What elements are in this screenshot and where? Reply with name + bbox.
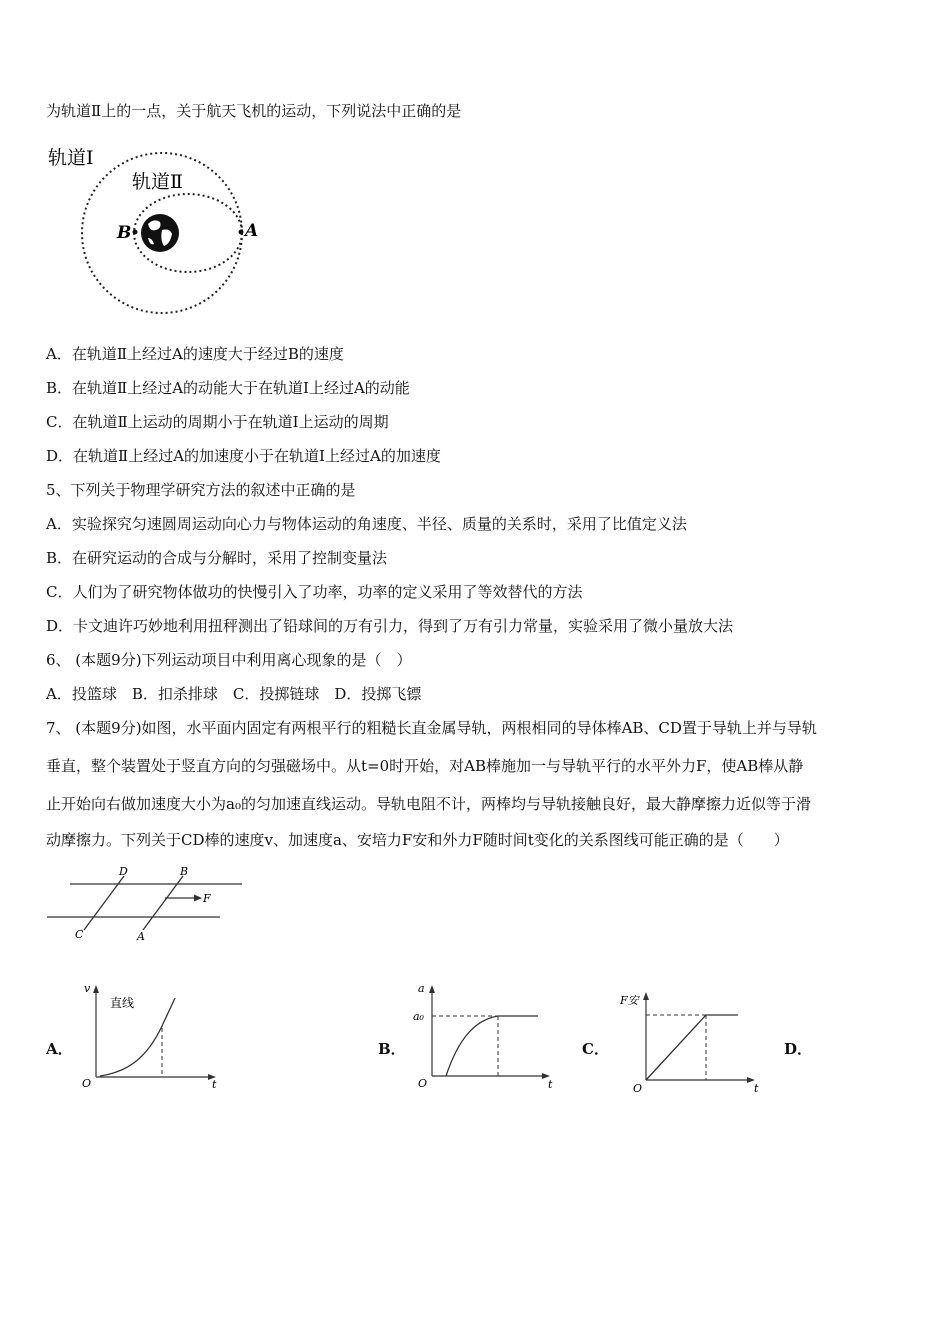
graph-c-ramp xyxy=(646,1015,706,1080)
q7-line-3: 止开始向右做加速度大小为a₀的匀加速直线运动。导轨电阻不计，两棒均与导轨接触良好，最大静摩擦力近似等于滑 xyxy=(46,795,811,813)
q5-option-b: B．在研究运动的合成与分解时，采用了控制变量法 xyxy=(46,549,388,567)
q4-option-d: D．在轨道Ⅱ上经过A的加速度小于在轨道Ⅰ上经过A的加速度 xyxy=(46,447,441,465)
point-a-label: A xyxy=(245,221,259,241)
q4-option-a: A．在轨道Ⅱ上经过A的速度大于经过B的速度 xyxy=(46,345,344,363)
graph-c-x-label: t xyxy=(754,1082,759,1095)
label-a: A xyxy=(137,930,145,943)
force-arrowhead xyxy=(194,895,202,902)
graph-b-x-label: t xyxy=(548,1078,553,1091)
graph-c-option: C． xyxy=(582,1040,609,1058)
graph-b xyxy=(410,980,560,1092)
graph-a-x-label: t xyxy=(212,1078,217,1091)
graph-b-option: B． xyxy=(378,1040,406,1058)
rail-figure xyxy=(44,862,249,944)
graph-c xyxy=(618,990,768,1098)
q5-option-c: C．人们为了研究物体做功的快慢引入了功率，功率的定义采用了等效替代的方法 xyxy=(46,583,583,601)
graph-d-option: D． xyxy=(784,1040,813,1058)
graph-b-curve xyxy=(446,1016,498,1076)
q5-option-a: A．实验探究匀速圆周运动向心力与物体运动的角速度、半径、质量的关系时，采用了比值定义法 xyxy=(46,515,687,533)
q7-line-2: 垂直，整个装置处于竖直方向的匀强磁场中。从t=0时开始，对AB棒施加一与导轨平行的水平外力F，使AB棒从静 xyxy=(46,757,804,775)
graph-b-y-label: a xyxy=(418,982,425,995)
q5-stem: 5、下列关于物理学研究方法的叙述中正确的是 xyxy=(46,481,356,499)
label-b: B xyxy=(180,865,189,878)
graph-a-y-label: v xyxy=(84,982,91,995)
graph-b-origin: O xyxy=(418,1077,428,1090)
orbit2-label: 轨道Ⅱ xyxy=(132,171,183,193)
graph-a xyxy=(76,980,226,1092)
q6-stem: 6、 (本题9分)下列运动项目中利用离心现象的是（ ） xyxy=(46,651,412,669)
point-b-marker xyxy=(133,230,138,235)
orbit1-label: 轨道Ⅰ xyxy=(48,147,94,169)
label-d: D xyxy=(119,865,128,878)
graph-a-annotation: 直线 xyxy=(110,996,135,1010)
point-a-marker xyxy=(239,230,244,235)
q7-line-1: 7、 (本题9分)如图，水平面内固定有两根平行的粗糙长直金属导轨，两根相同的导体棒AB、CD置于导轨上并与导轨 xyxy=(46,719,817,737)
graph-c-origin: O xyxy=(633,1082,643,1095)
graph-a-option: A． xyxy=(46,1040,73,1058)
q7-line-4: 动摩擦力。下列关于CD棒的速度v、加速度a、安培力F安和外力F随时间t变化的关系图线可能正确的是（ ） xyxy=(46,831,789,849)
intro-text: 为轨道Ⅱ上的一点，关于航天飞机的运动，下列说法中正确的是 xyxy=(46,102,462,120)
graph-b-level-label: a₀ xyxy=(413,1010,424,1023)
graph-a-origin: O xyxy=(82,1077,92,1090)
q5-option-d: D．卡文迪许巧妙地利用扭秤测出了铅球间的万有引力，得到了万有引力常量，实验采用了微小量放大法 xyxy=(46,617,734,635)
label-f: F xyxy=(203,892,211,905)
earth-icon xyxy=(141,214,179,252)
q4-option-c: C．在轨道Ⅱ上运动的周期小于在轨道Ⅰ上运动的周期 xyxy=(46,413,389,431)
orbit-figure xyxy=(44,138,264,318)
q6-options: A．投篮球 B．扣杀排球 C．投掷链球 D．投掷飞镖 xyxy=(46,685,422,703)
graph-c-y-label: F安 xyxy=(620,994,639,1007)
q4-option-b: B．在轨道Ⅱ上经过A的动能大于在轨道Ⅰ上经过A的动能 xyxy=(46,379,410,397)
point-b-label: B xyxy=(117,223,132,243)
label-c: C xyxy=(75,928,84,941)
